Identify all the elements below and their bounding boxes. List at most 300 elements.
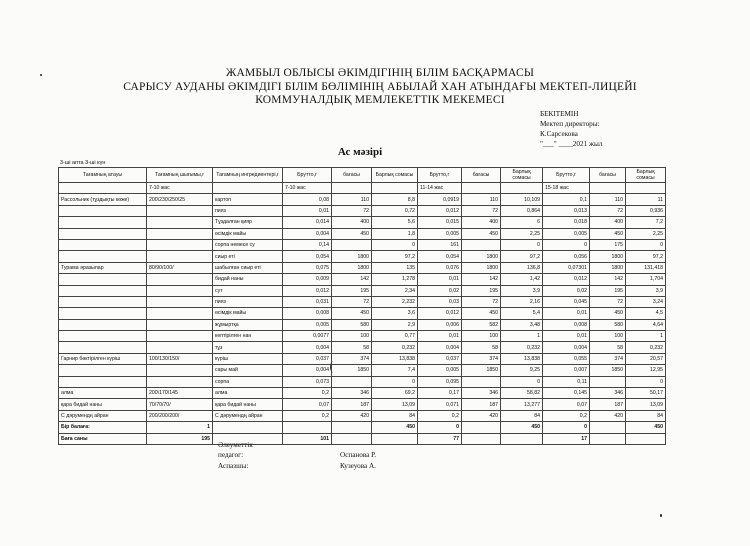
table-cell: 101: [283, 433, 332, 444]
table-cell: 58: [462, 342, 501, 353]
table-cell: 582: [462, 319, 501, 330]
table-cell: [59, 308, 147, 319]
table-cell: 0,004: [283, 365, 332, 376]
table-cell: 1800: [462, 251, 501, 262]
table-cell: 580: [332, 319, 372, 330]
table-cell: Брутто,г: [543, 168, 590, 183]
table-cell: 0,076: [418, 262, 462, 273]
header-line-3: КОММУНАЛДЫҚ МЕМЛЕКЕТТІК МЕКЕМЕСІ: [255, 94, 505, 106]
table-cell: 450: [462, 308, 501, 319]
table-cell: 420: [590, 410, 626, 421]
table-cell: 11-14 жас: [418, 183, 462, 194]
table-cell: Гарнир бөктірілген күріш: [59, 353, 147, 364]
table-cell: 1800: [590, 262, 626, 273]
signature-role-3: Аспазшы:: [218, 462, 249, 470]
table-cell: [147, 205, 213, 216]
table-cell: [626, 183, 666, 194]
table-cell: 187: [462, 399, 501, 410]
table-cell: 0: [501, 376, 543, 387]
table-cell: 0,01: [543, 331, 590, 342]
table-row: [59, 422, 666, 433]
table-cell: 0: [418, 422, 462, 433]
table-cell: 0,07: [283, 399, 332, 410]
table-cell: сиыр еті: [213, 251, 283, 262]
table-cell: 0,008: [283, 308, 332, 319]
table-cell: 200/200/200/: [147, 410, 213, 421]
table-cell: 0,013: [543, 205, 590, 216]
table-cell: 7-10 жас: [147, 183, 213, 194]
table-cell: [147, 331, 213, 342]
table-cell: 420: [332, 410, 372, 421]
table-cell: 3,24: [626, 296, 666, 307]
table-cell: 100: [590, 331, 626, 342]
table-cell: 13,09: [372, 399, 418, 410]
table-cell: Турама әразылар: [59, 262, 147, 273]
table-cell: [332, 433, 372, 444]
table-cell: 136,8: [501, 262, 543, 273]
table-cell: 12,95: [626, 365, 666, 376]
week-label: 3-ші апта 3-ші күн: [60, 160, 106, 166]
table-cell: [590, 183, 626, 194]
table-cell: 110: [590, 194, 626, 205]
table-cell: 0,07: [543, 399, 590, 410]
table-cell: 0,2: [418, 410, 462, 421]
table-cell: өсімдік майы: [213, 308, 283, 319]
table-cell: [501, 433, 543, 444]
table-cell: 13,277: [501, 399, 543, 410]
table-cell: [462, 183, 501, 194]
table-cell: [147, 296, 213, 307]
header-line-1: ЖАМБЫЛ ОБЛЫСЫ ӘКІМДІГІНІҢ БІЛІМ БАСҚАРМАСЫ: [225, 67, 535, 79]
table-cell: 84: [501, 410, 543, 421]
table-cell: 4,64: [626, 319, 666, 330]
table-cell: 84: [626, 410, 666, 421]
table-cell: [213, 183, 283, 194]
table-cell: 10,109: [501, 194, 543, 205]
scan-speck: [40, 74, 42, 76]
table-cell: 420: [462, 410, 501, 421]
table-cell: 13,838: [372, 353, 418, 364]
table-cell: 11: [626, 194, 666, 205]
table-cell: [147, 308, 213, 319]
approval-line-1: БЕКІТЕМІН: [540, 110, 579, 118]
table-cell: 200\230\250\25: [147, 194, 213, 205]
pen-mark: [330, 361, 337, 373]
table-cell: 0,17: [418, 388, 462, 399]
table-cell: 2,232: [372, 296, 418, 307]
table-cell: сорпа: [213, 376, 283, 387]
table-cell: сорпа немесе су: [213, 239, 283, 250]
table-row: [59, 331, 666, 342]
table-cell: 0,1: [543, 194, 590, 205]
approval-block: [540, 109, 602, 149]
table-cell: [59, 251, 147, 262]
table-cell: [147, 217, 213, 228]
table-cell: 0,2: [283, 410, 332, 421]
table-cell: Барлық сомасы: [501, 168, 543, 183]
table-cell: қара бидай наны: [59, 399, 147, 410]
table-cell: 1800: [332, 262, 372, 273]
table-cell: 161: [418, 239, 462, 250]
table-cell: 69,2: [372, 388, 418, 399]
table-cell: 0,72: [372, 205, 418, 216]
table-cell: Рассольник (тұздықты көже): [59, 194, 147, 205]
table-cell: 0,037: [283, 353, 332, 364]
table-cell: 6: [501, 217, 543, 228]
table-cell: 0,01: [283, 205, 332, 216]
table-cell: 7-10 жас: [283, 183, 332, 194]
table-cell: 0,2: [543, 410, 590, 421]
table-cell: 0,012: [418, 308, 462, 319]
table-cell: [147, 285, 213, 296]
table-cell: 0,11: [543, 376, 590, 387]
table-cell: 0,031: [283, 296, 332, 307]
table-cell: [501, 183, 543, 194]
table-row: [59, 353, 666, 364]
table-cell: 0,14: [283, 239, 332, 250]
table-cell: 0,01: [418, 274, 462, 285]
table-cell: 0,005: [418, 228, 462, 239]
table-cell: 1850: [590, 365, 626, 376]
table-cell: 0,014: [283, 217, 332, 228]
table-cell: 1800: [590, 251, 626, 262]
table-cell: 1: [626, 331, 666, 342]
table-cell: 0,0077: [283, 331, 332, 342]
table-row: [59, 376, 666, 387]
table-cell: 97,2: [501, 251, 543, 262]
table-cell: [59, 319, 147, 330]
table-cell: бидай наны: [213, 274, 283, 285]
table-cell: 1,42: [501, 274, 543, 285]
table-row: [59, 342, 666, 353]
header-line-2: САРЫСУ АУДАНЫ ӘКІМДІГІ БІЛІМ БӨЛІМІНІҢ АБЫЛАЙ ХАН АТЫНДАҒЫ МЕКТЕП-ЛИЦЕЙІ: [123, 81, 637, 93]
menu-table: [58, 167, 666, 445]
table-cell: 1800: [462, 262, 501, 273]
table-cell: 450: [501, 422, 543, 433]
table-cell: [59, 376, 147, 387]
table-cell: 0,004: [283, 342, 332, 353]
table-cell: 0: [372, 376, 418, 387]
table-cell: [590, 422, 626, 433]
table-cell: 97,2: [626, 251, 666, 262]
table-cell: [332, 422, 372, 433]
table-cell: 0,012: [543, 274, 590, 285]
table-row: [59, 274, 666, 285]
table-cell: 0,006: [418, 319, 462, 330]
table-cell: 2,9: [372, 319, 418, 330]
table-cell: Брутто,г: [418, 168, 462, 183]
table-cell: 0,009: [283, 274, 332, 285]
table-cell: 4,5: [626, 308, 666, 319]
table-cell: 175: [590, 239, 626, 250]
table-cell: 0,0919: [418, 194, 462, 205]
table-cell: 13,09: [626, 399, 666, 410]
table-cell: шабылған сиыр еті: [213, 262, 283, 273]
table-cell: 8,8: [372, 194, 418, 205]
table-cell: 72: [462, 296, 501, 307]
table-cell: 9,25: [501, 365, 543, 376]
table-cell: 142: [462, 274, 501, 285]
table-cell: 0,018: [543, 217, 590, 228]
table-cell: 450: [372, 422, 418, 433]
table-cell: 400: [332, 217, 372, 228]
table-cell: 1850: [462, 365, 501, 376]
table-row: [59, 319, 666, 330]
table-cell: Тағамның шығымы,г: [147, 168, 213, 183]
table-cell: 3,6: [372, 308, 418, 319]
table-cell: [59, 239, 147, 250]
table-cell: 2,25: [501, 228, 543, 239]
table-cell: 450: [626, 422, 666, 433]
table-cell: 346: [590, 388, 626, 399]
table-cell: 0,232: [501, 342, 543, 353]
table-cell: 2,16: [501, 296, 543, 307]
table-cell: 0: [543, 239, 590, 250]
table-cell: 0,07301: [543, 262, 590, 273]
table-cell: Брутто,г: [283, 168, 332, 183]
table-cell: Баға саны: [59, 433, 147, 444]
table-cell: [462, 433, 501, 444]
table-cell: жұмыртқа: [213, 319, 283, 330]
table-cell: [59, 365, 147, 376]
table-cell: [147, 239, 213, 250]
table-cell: 450: [332, 308, 372, 319]
table-cell: 0,02: [418, 285, 462, 296]
table-cell: С дәрумендң айран: [59, 410, 147, 421]
table-row: [59, 296, 666, 307]
table-cell: 0,007: [543, 365, 590, 376]
table-cell: 0,004: [543, 342, 590, 353]
table-row: [59, 168, 666, 183]
table-cell: 374: [332, 353, 372, 364]
table-cell: [59, 205, 147, 216]
table-cell: 0,864: [501, 205, 543, 216]
table-cell: 20,57: [626, 353, 666, 364]
table-cell: 110: [332, 194, 372, 205]
table-row: [59, 228, 666, 239]
table-row: [59, 308, 666, 319]
table-cell: 195: [462, 285, 501, 296]
table-row: [59, 399, 666, 410]
table-cell: 200\170\145: [147, 388, 213, 399]
table-cell: 0,01: [418, 331, 462, 342]
table-cell: 0,145: [543, 388, 590, 399]
table-cell: 0,008: [543, 319, 590, 330]
table-cell: Тағамның ингредиентері,г: [213, 168, 283, 183]
table-cell: 0: [372, 239, 418, 250]
table-row: [59, 433, 666, 444]
table-cell: тұз: [213, 342, 283, 353]
table-cell: 72: [332, 205, 372, 216]
table-cell: өсімдік майы: [213, 228, 283, 239]
table-cell: [283, 422, 332, 433]
table-cell: 0,075: [283, 262, 332, 273]
table-cell: 110: [462, 194, 501, 205]
table-cell: [462, 376, 501, 387]
table-cell: 58: [332, 342, 372, 353]
table-cell: Барлық сомасы: [626, 168, 666, 183]
table-cell: 13,838: [501, 353, 543, 364]
table-row: [59, 205, 666, 216]
table-cell: 0,936: [626, 205, 666, 216]
table-cell: [59, 285, 147, 296]
table-cell: [59, 274, 147, 285]
table-cell: С дәрумендң айран: [213, 410, 283, 421]
table-cell: сут: [213, 285, 283, 296]
table-row: [59, 388, 666, 399]
table-cell: 77: [418, 433, 462, 444]
table-cell: картоп: [213, 194, 283, 205]
table-cell: 1,278: [372, 274, 418, 285]
table-cell: 100/130/150/: [147, 353, 213, 364]
table-cell: 142: [590, 274, 626, 285]
table-cell: 0,055: [543, 353, 590, 364]
table-cell: [59, 342, 147, 353]
table-cell: [590, 376, 626, 387]
table-cell: 0,054: [283, 251, 332, 262]
table-row: [59, 285, 666, 296]
table-cell: 0,232: [372, 342, 418, 353]
table-cell: 142: [332, 274, 372, 285]
signature-role-2: педагог:: [218, 451, 244, 459]
table-cell: 135: [372, 262, 418, 273]
table-cell: 0,005: [543, 228, 590, 239]
table-cell: 1: [501, 331, 543, 342]
table-row: [59, 262, 666, 273]
table-cell: 187: [590, 399, 626, 410]
table-cell: 0: [626, 376, 666, 387]
table-cell: 50,17: [626, 388, 666, 399]
table-cell: [59, 331, 147, 342]
table-cell: сары май: [213, 365, 283, 376]
table-cell: 374: [462, 353, 501, 364]
table-cell: 450: [332, 228, 372, 239]
table-cell: [372, 183, 418, 194]
table-cell: 195: [147, 433, 213, 444]
table-cell: [332, 376, 372, 387]
table-cell: Бір балаға:: [59, 422, 147, 433]
table-cell: Тағамның атауы: [59, 168, 147, 183]
table-cell: 0,073: [283, 376, 332, 387]
table-cell: [147, 274, 213, 285]
approval-line-3: К.Сарсекова: [540, 130, 578, 138]
table-cell: 0,01: [543, 308, 590, 319]
table-cell: 1: [147, 422, 213, 433]
approval-line-4: "___" ____2021 жыл: [540, 140, 603, 148]
table-cell: 0,037: [418, 353, 462, 364]
table-cell: 0,232: [626, 342, 666, 353]
table-cell: пияз: [213, 205, 283, 216]
table-cell: 5,6: [372, 217, 418, 228]
table-cell: [147, 342, 213, 353]
table-cell: 0,045: [543, 296, 590, 307]
page-title: Ас мәзірі: [337, 146, 383, 158]
table-cell: 72: [590, 205, 626, 216]
table-cell: 0,054: [418, 251, 462, 262]
table-cell: 450: [590, 308, 626, 319]
table-cell: 450: [462, 228, 501, 239]
table-cell: 58: [590, 342, 626, 353]
table-row: [59, 410, 666, 421]
table-cell: 58,82: [501, 388, 543, 399]
table-cell: 2,34: [372, 285, 418, 296]
table-cell: бағасы: [462, 168, 501, 183]
table-cell: [147, 228, 213, 239]
table-cell: 72: [462, 205, 501, 216]
table-cell: 0,004: [418, 342, 462, 353]
table-cell: [332, 239, 372, 250]
signature-role-1: Әлеуметтік: [218, 441, 253, 449]
table-cell: 0,012: [283, 285, 332, 296]
table-cell: [213, 422, 283, 433]
table-cell: алма: [59, 388, 147, 399]
table-cell: 97,2: [372, 251, 418, 262]
table-row: [59, 194, 666, 205]
table-cell: [626, 433, 666, 444]
table-cell: 80/90/100/: [147, 262, 213, 273]
table-cell: 0: [626, 239, 666, 250]
table-cell: 400: [462, 217, 501, 228]
table-cell: 7,2: [626, 217, 666, 228]
table-cell: 84: [372, 410, 418, 421]
table-cell: 346: [332, 388, 372, 399]
table-cell: 15-18 жас: [543, 183, 590, 194]
table-cell: кептірілген нан: [213, 331, 283, 342]
table-cell: 400: [590, 217, 626, 228]
table-cell: 3,9: [501, 285, 543, 296]
table-cell: 580: [590, 319, 626, 330]
table-cell: 1,8: [372, 228, 418, 239]
table-cell: 100: [462, 331, 501, 342]
table-cell: қара бидай наны: [213, 399, 283, 410]
table-cell: 0,08: [283, 194, 332, 205]
table-cell: 0,005: [418, 365, 462, 376]
table-cell: [147, 365, 213, 376]
table-cell: [147, 319, 213, 330]
table-cell: [147, 376, 213, 387]
table-cell: 1850: [332, 365, 372, 376]
signature-name-1: Оспанова Р.: [340, 451, 377, 459]
table-cell: 187: [332, 399, 372, 410]
table-cell: 195: [332, 285, 372, 296]
table-cell: 7,4: [372, 365, 418, 376]
table-cell: 0,056: [543, 251, 590, 262]
table-cell: пияз: [213, 296, 283, 307]
table-cell: Барлық сомасы: [372, 168, 418, 183]
table-cell: күріш: [213, 353, 283, 364]
table-row: [59, 365, 666, 376]
approval-line-2: Мектеп директоры:: [540, 120, 600, 128]
table-subheader-row: [59, 183, 666, 194]
table-row: [59, 239, 666, 250]
table-cell: [590, 433, 626, 444]
table-cell: бағасы: [590, 168, 626, 183]
table-cell: 0,005: [283, 319, 332, 330]
signature-name-2: Кузеуова А.: [340, 462, 376, 470]
table-cell: 72: [332, 296, 372, 307]
table-cell: 2,25: [626, 228, 666, 239]
table-cell: 70/70/70/: [147, 399, 213, 410]
table-cell: 72: [590, 296, 626, 307]
table-row: [59, 251, 666, 262]
table-cell: 0,015: [418, 217, 462, 228]
table-cell: 5,4: [501, 308, 543, 319]
table-cell: 0,071: [418, 399, 462, 410]
table-cell: 374: [590, 353, 626, 364]
table-cell: 0,2: [283, 388, 332, 399]
table-cell: [147, 251, 213, 262]
table-cell: бағасы: [332, 168, 372, 183]
